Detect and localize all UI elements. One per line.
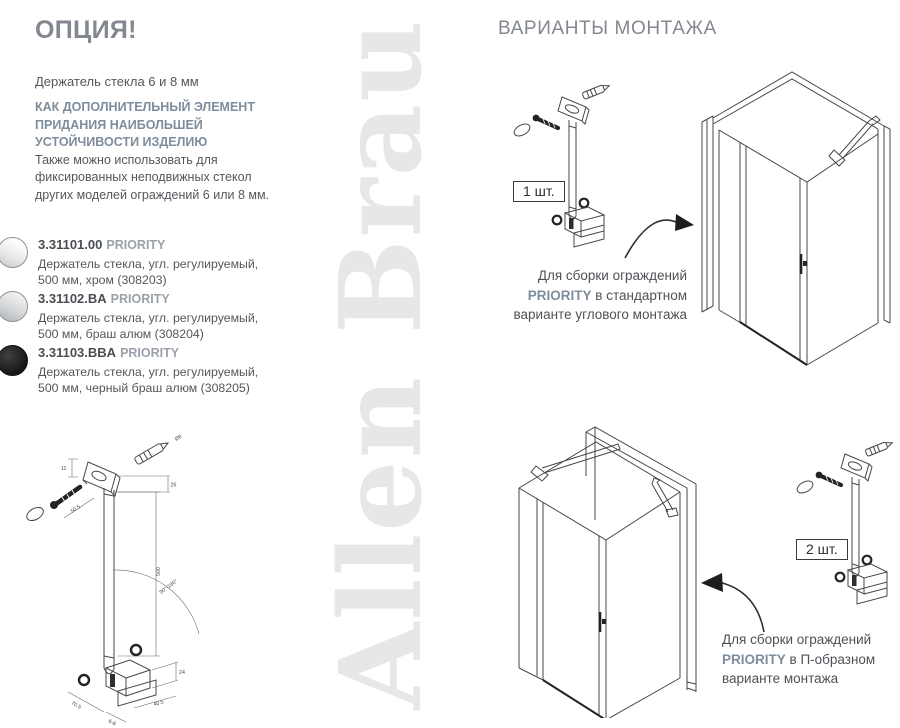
dim-angle: 90°-180° (158, 578, 179, 596)
gasket-ring (79, 675, 89, 685)
mounting-caption-corner (505, 266, 687, 325)
product-code-line (38, 290, 278, 308)
cap-drawing (24, 505, 45, 524)
caption-intro: Для сборки ограждений (722, 632, 872, 647)
dim-plate-height: 11 (61, 466, 67, 472)
dim-lines-plate (68, 459, 78, 477)
stabilizer-bar (829, 116, 880, 166)
product-series: PRIORITY (120, 346, 180, 360)
product-description: Держатель стекла, угл. регулируемый, 500 мм, браш алюм (308204) (38, 311, 259, 342)
product-code-line (38, 344, 278, 362)
product-list (0, 236, 300, 412)
clamp-drawing (106, 660, 150, 696)
holder-technical-drawing (18, 428, 238, 728)
arrow-to-u-shape-enclosure (692, 562, 777, 634)
product-item-black (0, 344, 300, 397)
product-intro: Держатель стекла 6 и 8 мм (35, 74, 199, 89)
dim-rod-length: 500 (156, 567, 162, 576)
product-code: 3.31103.BBA (38, 345, 117, 360)
quantity-label-2: 2 шт. (796, 539, 848, 560)
dim-lines-rod (118, 492, 160, 656)
arrow-to-corner-enclosure (622, 198, 694, 260)
finish-swatch-black (0, 345, 28, 376)
holder-assembly-drawing-1 (512, 83, 612, 248)
caption-rest: в стандартном варианте углового монтажа (513, 287, 687, 323)
product-item-chrome (0, 236, 300, 289)
product-series: PRIORITY (110, 292, 170, 306)
caption-intro: Для сборки ограждений (537, 268, 687, 283)
caption-rest: в П-образном варианте монтажа (722, 651, 876, 687)
door-bottom-edge (740, 322, 807, 365)
mounting-caption-u-shape (722, 630, 900, 689)
highlight-text: КАК ДОПОЛНИТЕЛЬНЫЙ ЭЛЕМЕНТ ПРИДАНИЯ НАИБОЛЬШЕЙ УСТОЙЧИВОСТИ ИЗДЕЛИЮ (35, 100, 255, 149)
dowel-drawing (134, 440, 170, 465)
page-title: ОПЦИЯ! (35, 16, 137, 44)
door-bottom-edge (543, 680, 606, 718)
holder-assembly-drawing-2 (795, 440, 895, 605)
corner-enclosure-drawing (688, 58, 898, 388)
dim-clamp-width: 70.5 (70, 700, 82, 711)
product-description: Держатель стекла, угл. регулируемый, 500 мм, хром (308203) (38, 257, 259, 288)
right-wall-profile (878, 126, 890, 323)
dim-lines-bracket (113, 476, 170, 492)
product-description: Держатель стекла, угл. регулируемый, 500 мм, черный браш алюм (308205) (38, 365, 259, 396)
stabilizer-bar-right (652, 478, 678, 517)
product-code-line (38, 236, 278, 254)
caption-brand: PRIORITY (722, 651, 786, 667)
top-frame (713, 72, 884, 129)
finish-swatch-chrome (0, 237, 28, 268)
door-handle (600, 612, 606, 632)
finish-swatch-brushed-alum (0, 291, 28, 322)
left-wall-profile (702, 116, 713, 312)
quantity-label-1: 1 шт. (513, 181, 565, 202)
dim-clamp-depth: 40.5 (152, 699, 165, 708)
section-title-mounting: ВАРИАНТЫ МОНТАЖА (498, 18, 717, 39)
note-text: Также можно использовать для фиксированных неподвижных стекол других моделей ограждений 6 или 8 мм. (35, 153, 270, 202)
stabilizer-bar-left (531, 444, 620, 481)
product-code: 3.31101.00 (38, 237, 103, 252)
door-handle (801, 254, 807, 274)
dim-dowel-diameter: Ø8 (173, 433, 184, 443)
u-shape-enclosure-drawing (482, 418, 707, 718)
glass-panels (519, 442, 680, 718)
glass-panels (719, 130, 878, 365)
dim-glass-thickness: 6-8 (107, 718, 117, 728)
caption-brand: PRIORITY (527, 287, 592, 303)
product-series: PRIORITY (106, 238, 166, 252)
product-item-brushed (0, 290, 300, 343)
product-code: 3.31102.BA (38, 291, 107, 306)
dim-screw-length: 50.5 (69, 504, 82, 515)
dim-bracket-height: 26 (170, 482, 177, 489)
gasket-ring (131, 645, 141, 655)
rod-drawing (104, 488, 114, 674)
dim-clamp-height: 24 (179, 670, 185, 676)
brand-watermark: Allen Brau (316, 18, 447, 710)
